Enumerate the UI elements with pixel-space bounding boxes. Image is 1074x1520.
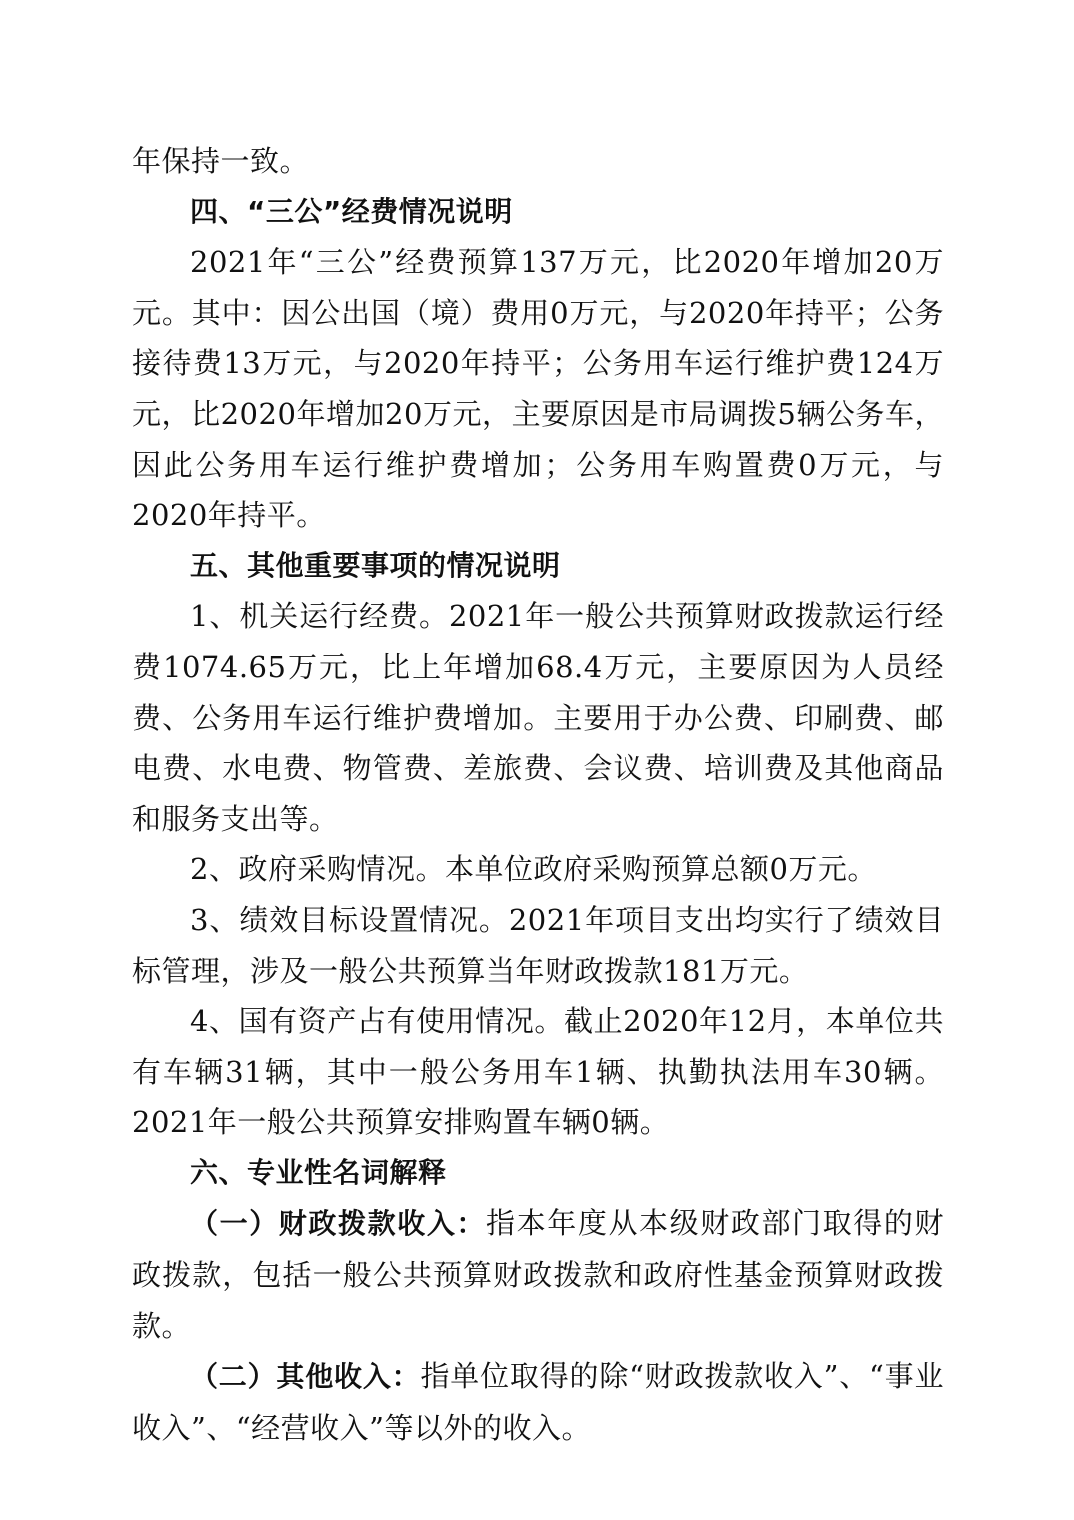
term-definition: 指本年度从本级财政部门取得的财政拨款，包括一般公共预算财政拨款和政府性基金预算财政拨款。 [132, 1206, 944, 1343]
document-page [132, 136, 944, 1453]
paragraph-sangong: 2021年“三公”经费预算137万元，比2020年增加20万元。其中：因公出国（境）费用0万元，与2020年持平；公务接待费13万元，与2020年持平；公务用车运行维护费124万元，比2020年增加20万元，主要原因是市局调拨5辆公务车，因此公务用车运行维护费增加；公务用车购置费0万元，与2020年持平。 [132, 245, 944, 533]
paragraph-operating-costs: 1、机关运行经费。2021年一般公共预算财政拨款运行经费1074.65万元，比上年增加68.4万元，主要原因为人员经费、公务用车运行维护费增加。主要用于办公费、印刷费、邮电费、水电费、物管费、差旅费、会议费、培训费及其他商品和服务支出等。 [132, 599, 944, 836]
term-definition: 指单位取得的除“财政拨款收入”、“事业收入”、“经营收入”等以外的收入。 [132, 1359, 944, 1445]
section-heading-other-matters: 五、其他重要事项的情况说明 [190, 548, 561, 582]
paragraph-continuation: 年保持一致。 [132, 144, 310, 178]
paragraph-state-assets: 4、国有资产占有使用情况。截止2020年12月，本单位共有车辆31辆，其中一般公务用车1辆、执勤执法用车30辆。2021年一般公共预算安排购置车辆0辆。 [132, 1004, 944, 1140]
term-fiscal-appropriation [132, 1198, 944, 1351]
paragraph-performance-goals: 3、绩效目标设置情况。2021年项目支出均实行了绩效目标管理，涉及一般公共预算当年财政拨款181万元。 [132, 902, 944, 988]
section-heading-terms: 六、专业性名词解释 [190, 1155, 447, 1189]
term-other-income [132, 1351, 944, 1453]
term-label: （一）财政拨款收入： [190, 1207, 487, 1241]
section-heading-sangong: 四、“三公”经费情况说明 [190, 194, 513, 228]
paragraph-procurement: 2、政府采购情况。本单位政府采购预算总额0万元。 [190, 852, 877, 887]
term-label: （二）其他收入： [190, 1360, 421, 1394]
